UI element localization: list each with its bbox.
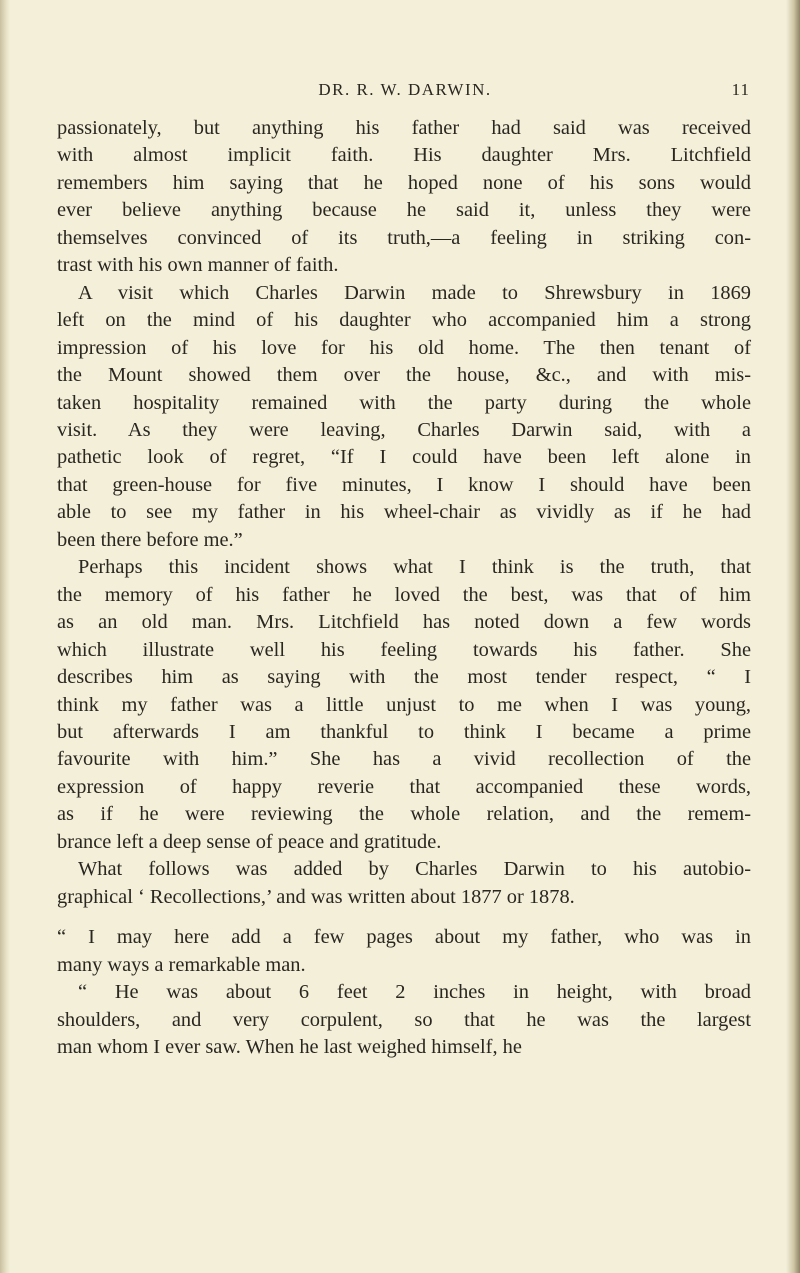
text-line: trast with his own manner of faith.	[57, 254, 339, 277]
text-line: taken hospitality remained with the party during the whole	[57, 391, 751, 414]
page-number: 11	[731, 80, 750, 99]
text-line: left on the mind of his daughter who accompanied him a strong	[57, 309, 751, 332]
text-line: passionately, but anything his father had said was received	[57, 117, 751, 139]
running-head	[60, 78, 750, 102]
text-line: which illustrate well his feeling towards his father. She	[57, 638, 751, 661]
body-text	[57, 115, 751, 1061]
paragraph-2	[57, 280, 751, 555]
text-line: think my father was a little unjust to me when I was young,	[57, 693, 751, 716]
text-line: What follows was added by Charles Darwin to his autobio-	[78, 858, 751, 881]
text-line: impression of his love for his old home. The then tenant of	[57, 336, 751, 359]
page-edge-left	[0, 0, 10, 1273]
text-line: favourite with him.” She has a vivid recollection of the	[57, 748, 751, 771]
text-line: shoulders, and very corpulent, so that he was the largest	[57, 1008, 751, 1031]
text-line: A visit which Charles Darwin made to Shrewsbury in 1869	[78, 281, 751, 304]
text-line: “ He was about 6 feet 2 inches in height, with broad	[78, 981, 751, 1004]
text-line: as an old man. Mrs. Litchfield has noted down a few words	[57, 611, 751, 634]
paragraph-4	[57, 856, 751, 911]
text-line: pathetic look of regret, “If I could have been left alone in	[57, 446, 751, 469]
text-line: many ways a remarkable man.	[57, 953, 306, 976]
text-line: brance left a deep sense of peace and gratitude.	[57, 830, 442, 853]
text-line: the Mount showed them over the house, &c., and with mis-	[57, 364, 751, 387]
text-line: with almost implicit faith. His daughter Mrs. Litchfield	[57, 144, 751, 167]
text-line: themselves convinced of its truth,—a feeling in striking con-	[57, 226, 751, 249]
running-title: DR. R. W. DARWIN.	[318, 80, 492, 99]
page-edge-right	[786, 0, 800, 1273]
text-line: describes him as saying with the most tender respect, “ I	[57, 666, 751, 689]
paragraph-5	[57, 924, 751, 979]
text-line: expression of happy reverie that accompanied these words,	[57, 775, 751, 798]
text-line: the memory of his father he loved the best, was that of him	[57, 583, 751, 606]
section-gap	[57, 911, 751, 924]
text-line: that green-house for five minutes, I know I should have been	[57, 473, 751, 496]
text-line: but afterwards I am thankful to think I became a prime	[57, 720, 751, 743]
text-line: ever believe anything because he said it, unless they were	[57, 199, 751, 222]
text-line: man whom I ever saw. When he last weighed himself, he	[57, 1035, 522, 1058]
paragraph-6	[57, 979, 751, 1061]
paragraph-3	[57, 554, 751, 856]
text-line: as if he were reviewing the whole relation, and the remem-	[57, 803, 751, 826]
text-line: remembers him saying that he hoped none of his sons would	[57, 171, 751, 194]
text-line: able to see my father in his wheel-chair as vividly as if he had	[57, 501, 751, 524]
text-line: Perhaps this incident shows what I think is the truth, that	[78, 556, 751, 579]
text-line: been there before me.”	[57, 528, 243, 551]
text-line: graphical ‘ Recollections,’ and was written about 1877 or 1878.	[57, 885, 575, 908]
text-line: visit. As they were leaving, Charles Darwin said, with a	[57, 418, 751, 441]
paragraph-1	[57, 115, 751, 280]
text-line: “ I may here add a few pages about my father, who was in	[57, 926, 751, 949]
